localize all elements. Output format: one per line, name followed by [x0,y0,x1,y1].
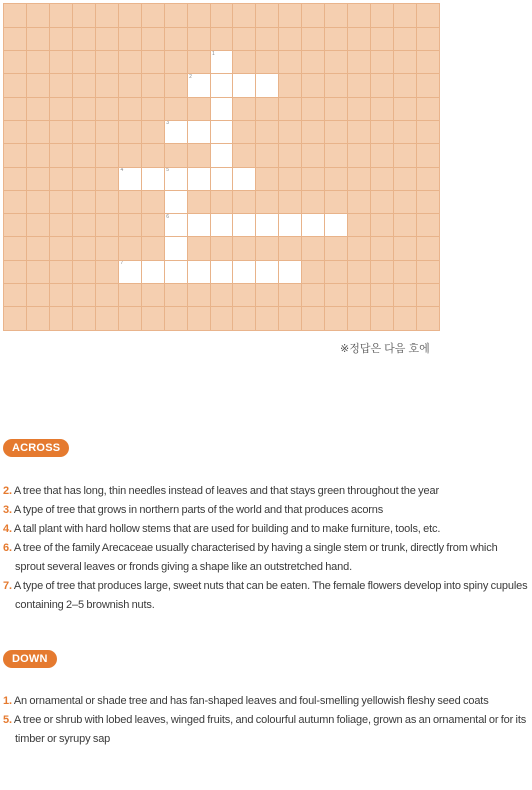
grid-line-horizontal [4,213,439,214]
across-clue [3,482,528,501]
grid-line-horizontal [4,236,439,237]
clue-number: 3 [166,120,170,127]
across-clue [3,501,528,520]
answer-cell[interactable] [141,260,164,283]
clue-text: A tree or shrub with lobed leaves, winged fruits, and colourful autumn foliage, grown as an ornamental or for its timber or syrupy sap [13,714,527,745]
grid-line-horizontal [4,283,439,284]
answer-cell[interactable] [164,237,187,260]
down-clue-list [3,692,528,749]
answer-note: ※정답은 다음 호에 [340,343,430,355]
clue-text: A tree that has long, thin needles instead of leaves and that stays green throughout the year [13,485,439,497]
clue-label-number: 2. [3,485,12,497]
crossword-grid [3,3,440,331]
grid-line-horizontal [4,27,439,28]
clue-text: An ornamental or shade tree and has fan-shaped leaves and foul-smelling yellowish fleshy seed coats [13,695,489,707]
answer-cell[interactable] [164,214,187,237]
answer-cell[interactable] [256,260,279,283]
answer-cell[interactable] [279,260,302,283]
grid-line-horizontal [4,50,439,51]
answer-cell[interactable] [210,74,233,97]
answer-cell[interactable] [210,260,233,283]
clue-number: 6 [166,213,170,220]
clue-label-number: 1. [3,695,12,707]
answer-cell[interactable] [164,120,187,143]
answer-cell[interactable] [164,190,187,213]
answer-cell[interactable] [210,144,233,167]
down-clue [3,692,528,711]
answer-cell[interactable] [187,167,210,190]
clue-text: A type of tree that grows in northern parts of the world and that produces acorns [13,504,384,516]
answer-cell[interactable] [187,260,210,283]
down-clue [3,711,528,749]
grid-line-horizontal [4,120,439,121]
clue-text: A type of tree that produces large, sweet nuts that can be eaten. The female flowers develop into spiny cupules containing 2–5 brownish nuts. [13,580,528,611]
answer-cell[interactable] [210,214,233,237]
grid-line-horizontal [4,260,439,261]
answer-cell[interactable] [164,260,187,283]
answer-cell[interactable] [233,167,256,190]
answer-cell[interactable] [187,214,210,237]
clue-number: 1 [212,50,215,57]
answer-cell[interactable] [210,97,233,120]
clue-text: A tree of the family Arecaceae usually characterised by having a single stem or trunk, directly from which sprout several leaves or fronds giving a shape like an outstretched hand. [13,542,498,573]
answer-cell[interactable] [233,260,256,283]
answer-cell[interactable] [325,214,348,237]
answer-cell[interactable] [256,74,279,97]
answer-cell[interactable] [187,74,210,97]
across-clue [3,577,528,615]
across-heading: ACROSS [3,439,69,457]
clue-label-number: 4. [3,523,12,535]
answer-cell[interactable] [279,214,302,237]
across-clue [3,539,528,577]
clue-label-number: 6. [3,542,12,554]
answer-cell[interactable] [210,167,233,190]
answer-cell[interactable] [233,214,256,237]
grid-line-horizontal [4,167,439,168]
answer-cell[interactable] [118,167,141,190]
answer-cell[interactable] [141,167,164,190]
clue-number: 4 [120,167,124,173]
answer-cell[interactable] [118,260,141,283]
clue-label-number: 7. [3,580,12,592]
grid-line-horizontal [4,306,439,307]
clue-label-number: 3. [3,504,12,516]
grid-line-horizontal [4,143,439,144]
answer-cell[interactable] [210,120,233,143]
answer-cell[interactable] [302,214,325,237]
grid-line-horizontal [4,97,439,98]
grid-line-horizontal [4,190,439,191]
clue-number: 7 [120,260,124,267]
answer-cell[interactable] [187,120,210,143]
across-clue [3,520,528,539]
clue-label-number: 5. [3,714,12,726]
down-heading: DOWN [3,650,57,668]
clue-number: 2 [189,73,192,80]
across-clue-list [3,482,528,615]
answer-cell[interactable] [233,74,256,97]
answer-cell[interactable] [210,51,233,74]
answer-cell[interactable] [256,214,279,237]
answer-cell[interactable] [164,167,187,190]
clue-number: 5 [166,167,170,173]
clue-text: A tall plant with hard hollow stems that are used for building and to make furniture, tools, etc. [13,523,441,535]
grid-line-horizontal [4,73,439,74]
